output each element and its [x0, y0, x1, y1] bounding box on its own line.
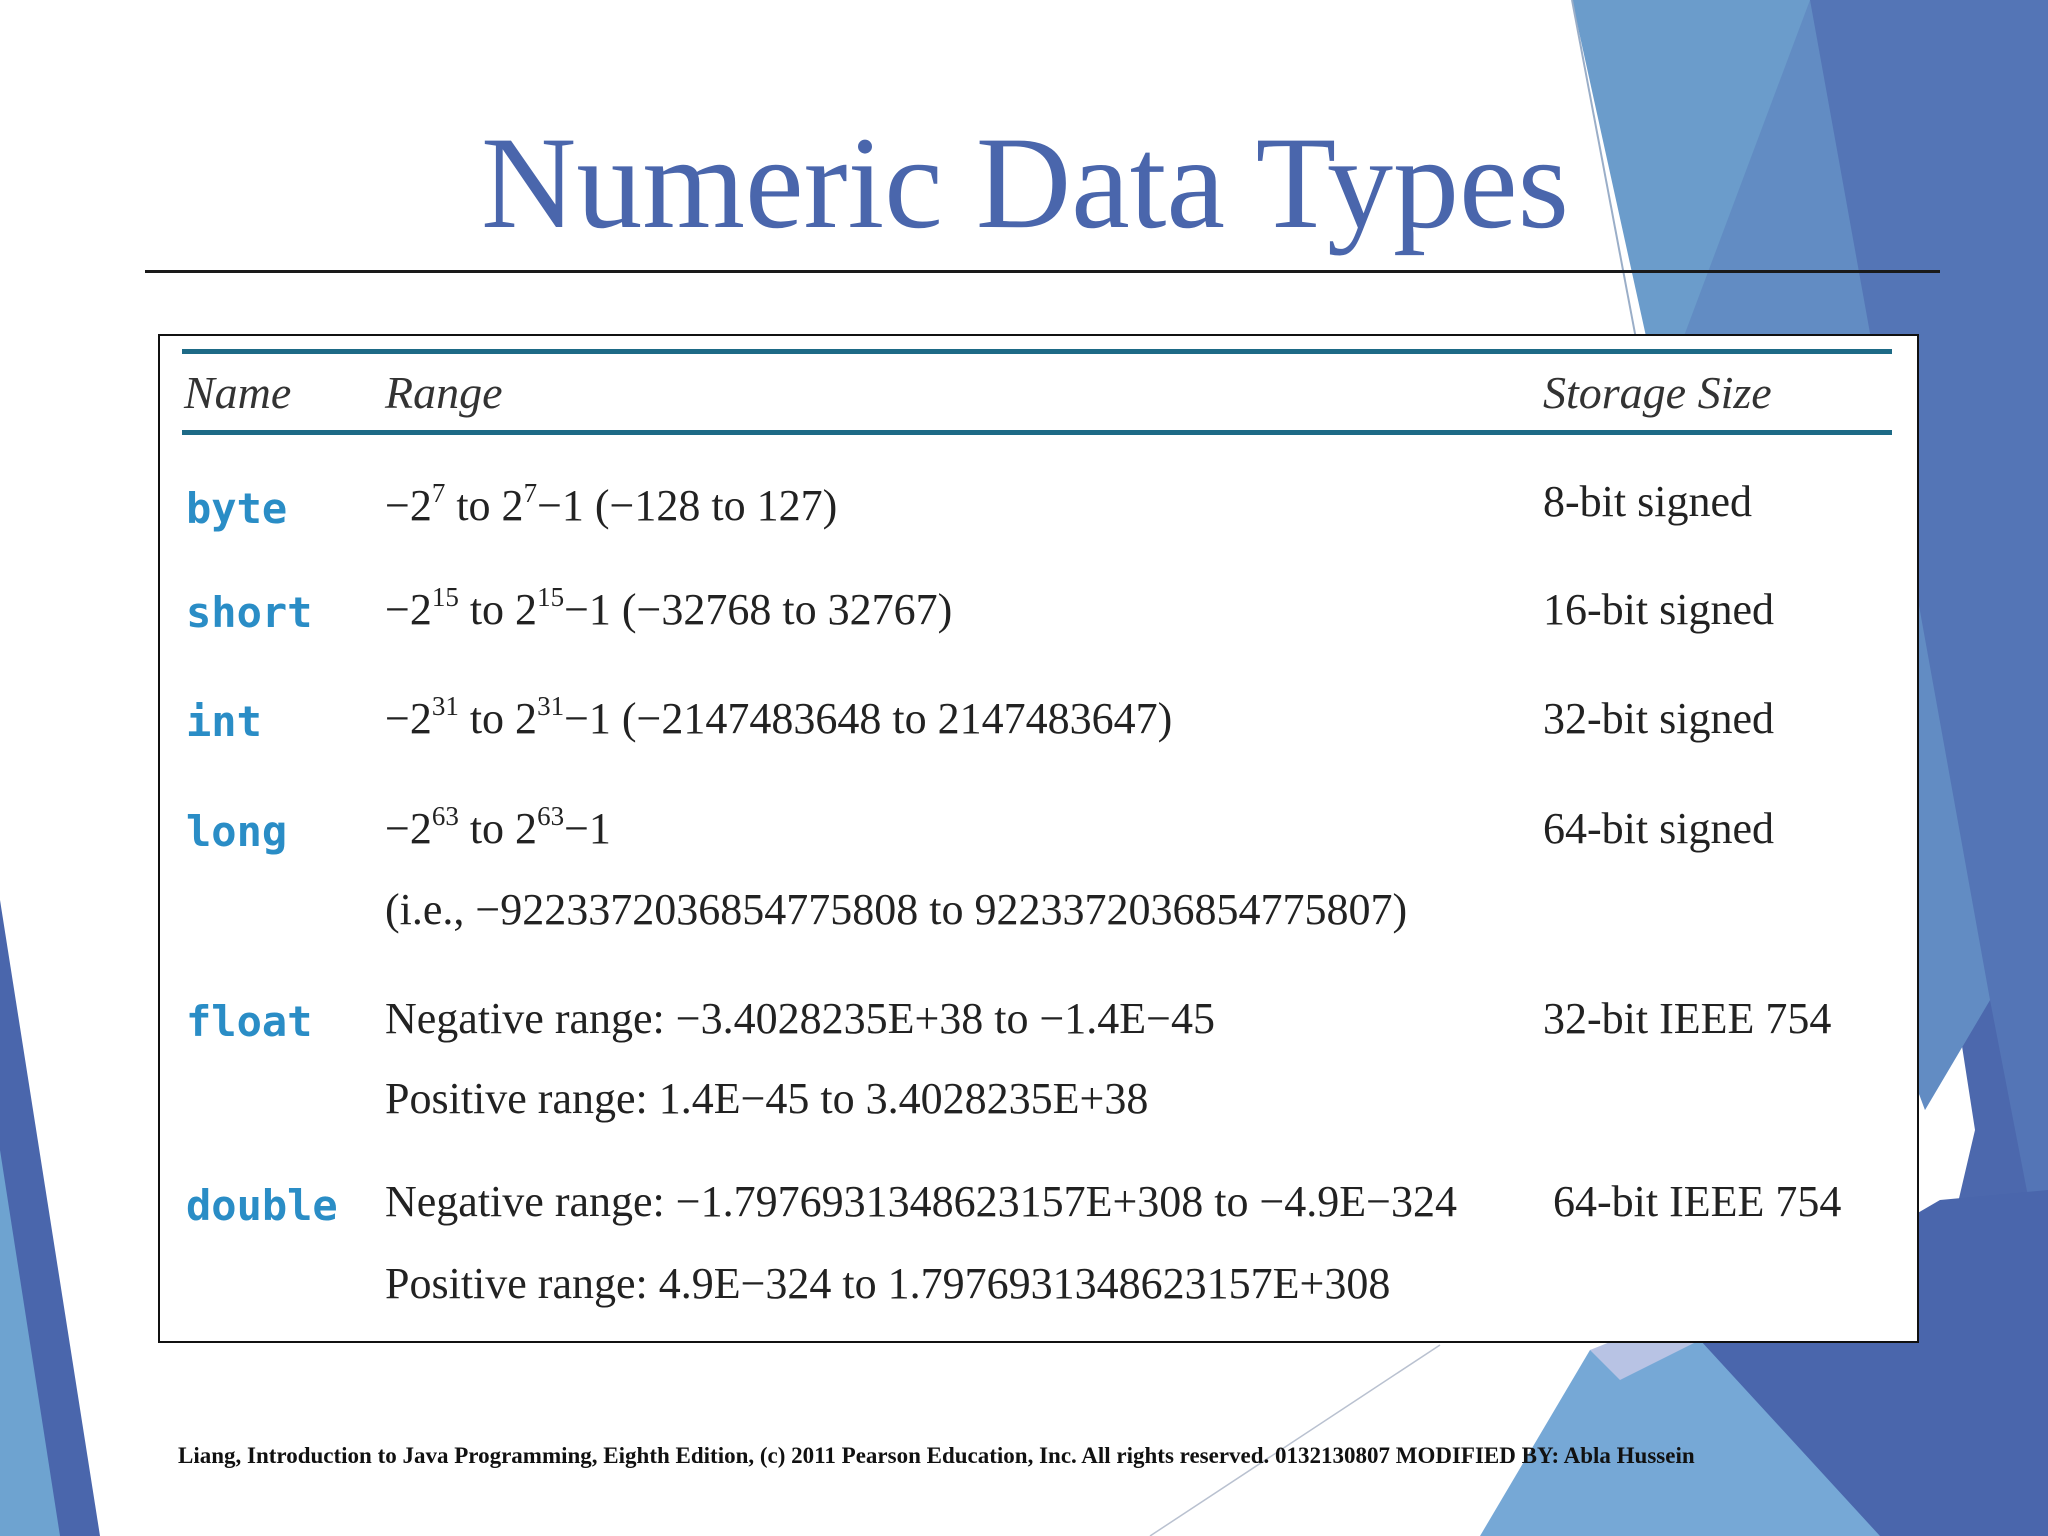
slide-title: Numeric Data Types	[481, 109, 1569, 256]
range-long: $-2^{63}$ to $2^{63}-1$	[385, 801, 611, 853]
slide-footer: Liang, Introduction to Java Programming, Eighth Edition, (c) 2011 Pearson Education, Inc. All rights reserved. 0132130807 MODIFIED BY: Abla Hussein	[178, 1443, 1695, 1468]
range-float-positive: Positive range: 1.4E−45 to 3.4028235E+38	[385, 1074, 1149, 1123]
storage-double: 64-bit IEEE 754	[1553, 1177, 1842, 1226]
storage-byte: 8-bit signed	[1543, 477, 1752, 526]
type-byte: byte	[186, 484, 288, 533]
type-double: double	[186, 1181, 338, 1230]
range-int: $-2^{31}$ to $2^{31}-1$ (−2147483648 to 2147483647)	[385, 691, 1173, 743]
storage-long: 64-bit signed	[1543, 804, 1774, 853]
header-name: Name	[184, 367, 292, 418]
type-int: int	[186, 697, 262, 746]
storage-short: 16-bit signed	[1543, 585, 1774, 634]
range-short: $-2^{15}$ to $2^{15}-1$ (−32768 to 32767)	[385, 582, 953, 634]
range-byte: $-2^7$ to $2^7-1$ (−128 to 127)	[385, 478, 838, 530]
range-long-line2: (i.e., −9223372036854775808 to 9223372036854775807)	[385, 885, 1408, 934]
range-float-negative: Negative range: −3.4028235E+38 to −1.4E−45	[385, 994, 1215, 1043]
table-header-rule	[182, 430, 1892, 435]
header-storage-size: Storage Size	[1543, 367, 1772, 418]
table-top-rule	[182, 349, 1892, 354]
title-divider	[145, 270, 1940, 273]
range-double-negative: Negative range: −1.7976931348623157E+308 to −4.9E−324	[385, 1177, 1457, 1226]
data-types-table	[158, 334, 1919, 1343]
type-short: short	[186, 588, 313, 637]
range-double-positive: Positive range: 4.9E−324 to 1.7976931348623157E+308	[385, 1259, 1391, 1308]
type-float: float	[186, 997, 313, 1046]
storage-float: 32-bit IEEE 754	[1543, 994, 1832, 1043]
storage-int: 32-bit signed	[1543, 694, 1774, 743]
bottom-thin-line	[1150, 1345, 1440, 1536]
type-long: long	[186, 807, 288, 856]
header-range: Range	[385, 367, 503, 418]
